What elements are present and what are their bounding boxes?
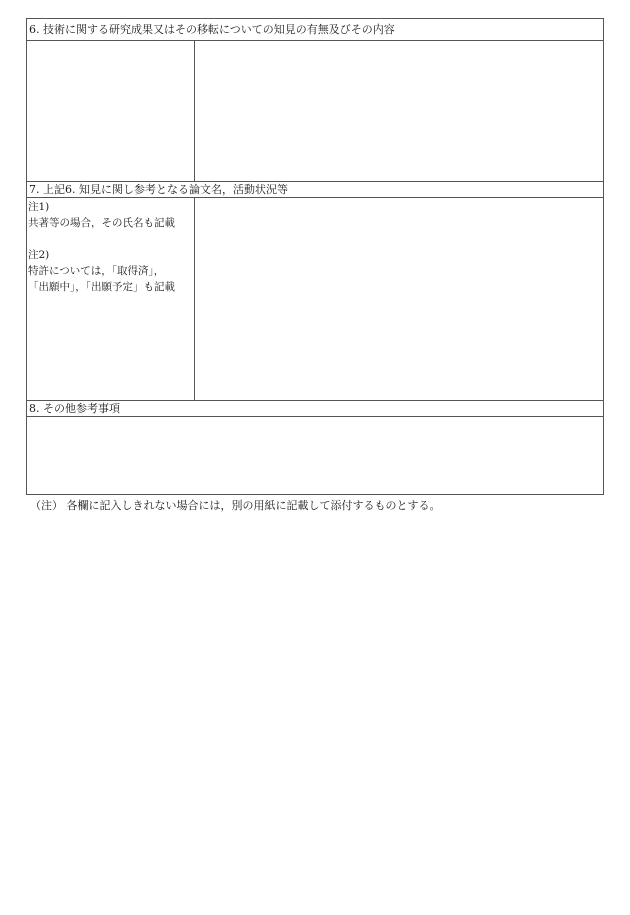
section-8-header: 8. その他参考事項 [27,401,603,417]
note-1-text: 共著等の場合，その氏名も記載 [28,217,175,229]
section-8-body [27,417,603,494]
note-spacer [28,231,194,247]
section-7-right-cell[interactable] [195,198,603,400]
footnote: （注） 各欄に記入しきれない場合には，別の用紙に記載して添付するものとする。 [30,499,441,512]
section-7-header: 7. 上記6. 知見に関し参考となる論文名，活動状況等 [27,182,603,198]
section-8-cell[interactable] [27,417,603,494]
section-7-notes-cell [27,198,195,400]
note-2-label: 注2) [28,249,50,261]
section-6-header: 6. 技術に関する研究成果又はその移転についての知見の有無及びその内容 [27,19,603,41]
section-6-body [27,41,603,182]
section-7-body [27,198,603,401]
form-table [26,18,604,495]
section-6-right-cell[interactable] [195,41,603,181]
note-2-text-line-1: 特許については，「取得済」， [28,265,165,277]
note-1-label: 注1) [28,201,50,213]
section-6-left-cell[interactable] [27,41,195,181]
note-2-text-line-2: 「出願中」，「出願予定」も記載 [28,281,175,293]
